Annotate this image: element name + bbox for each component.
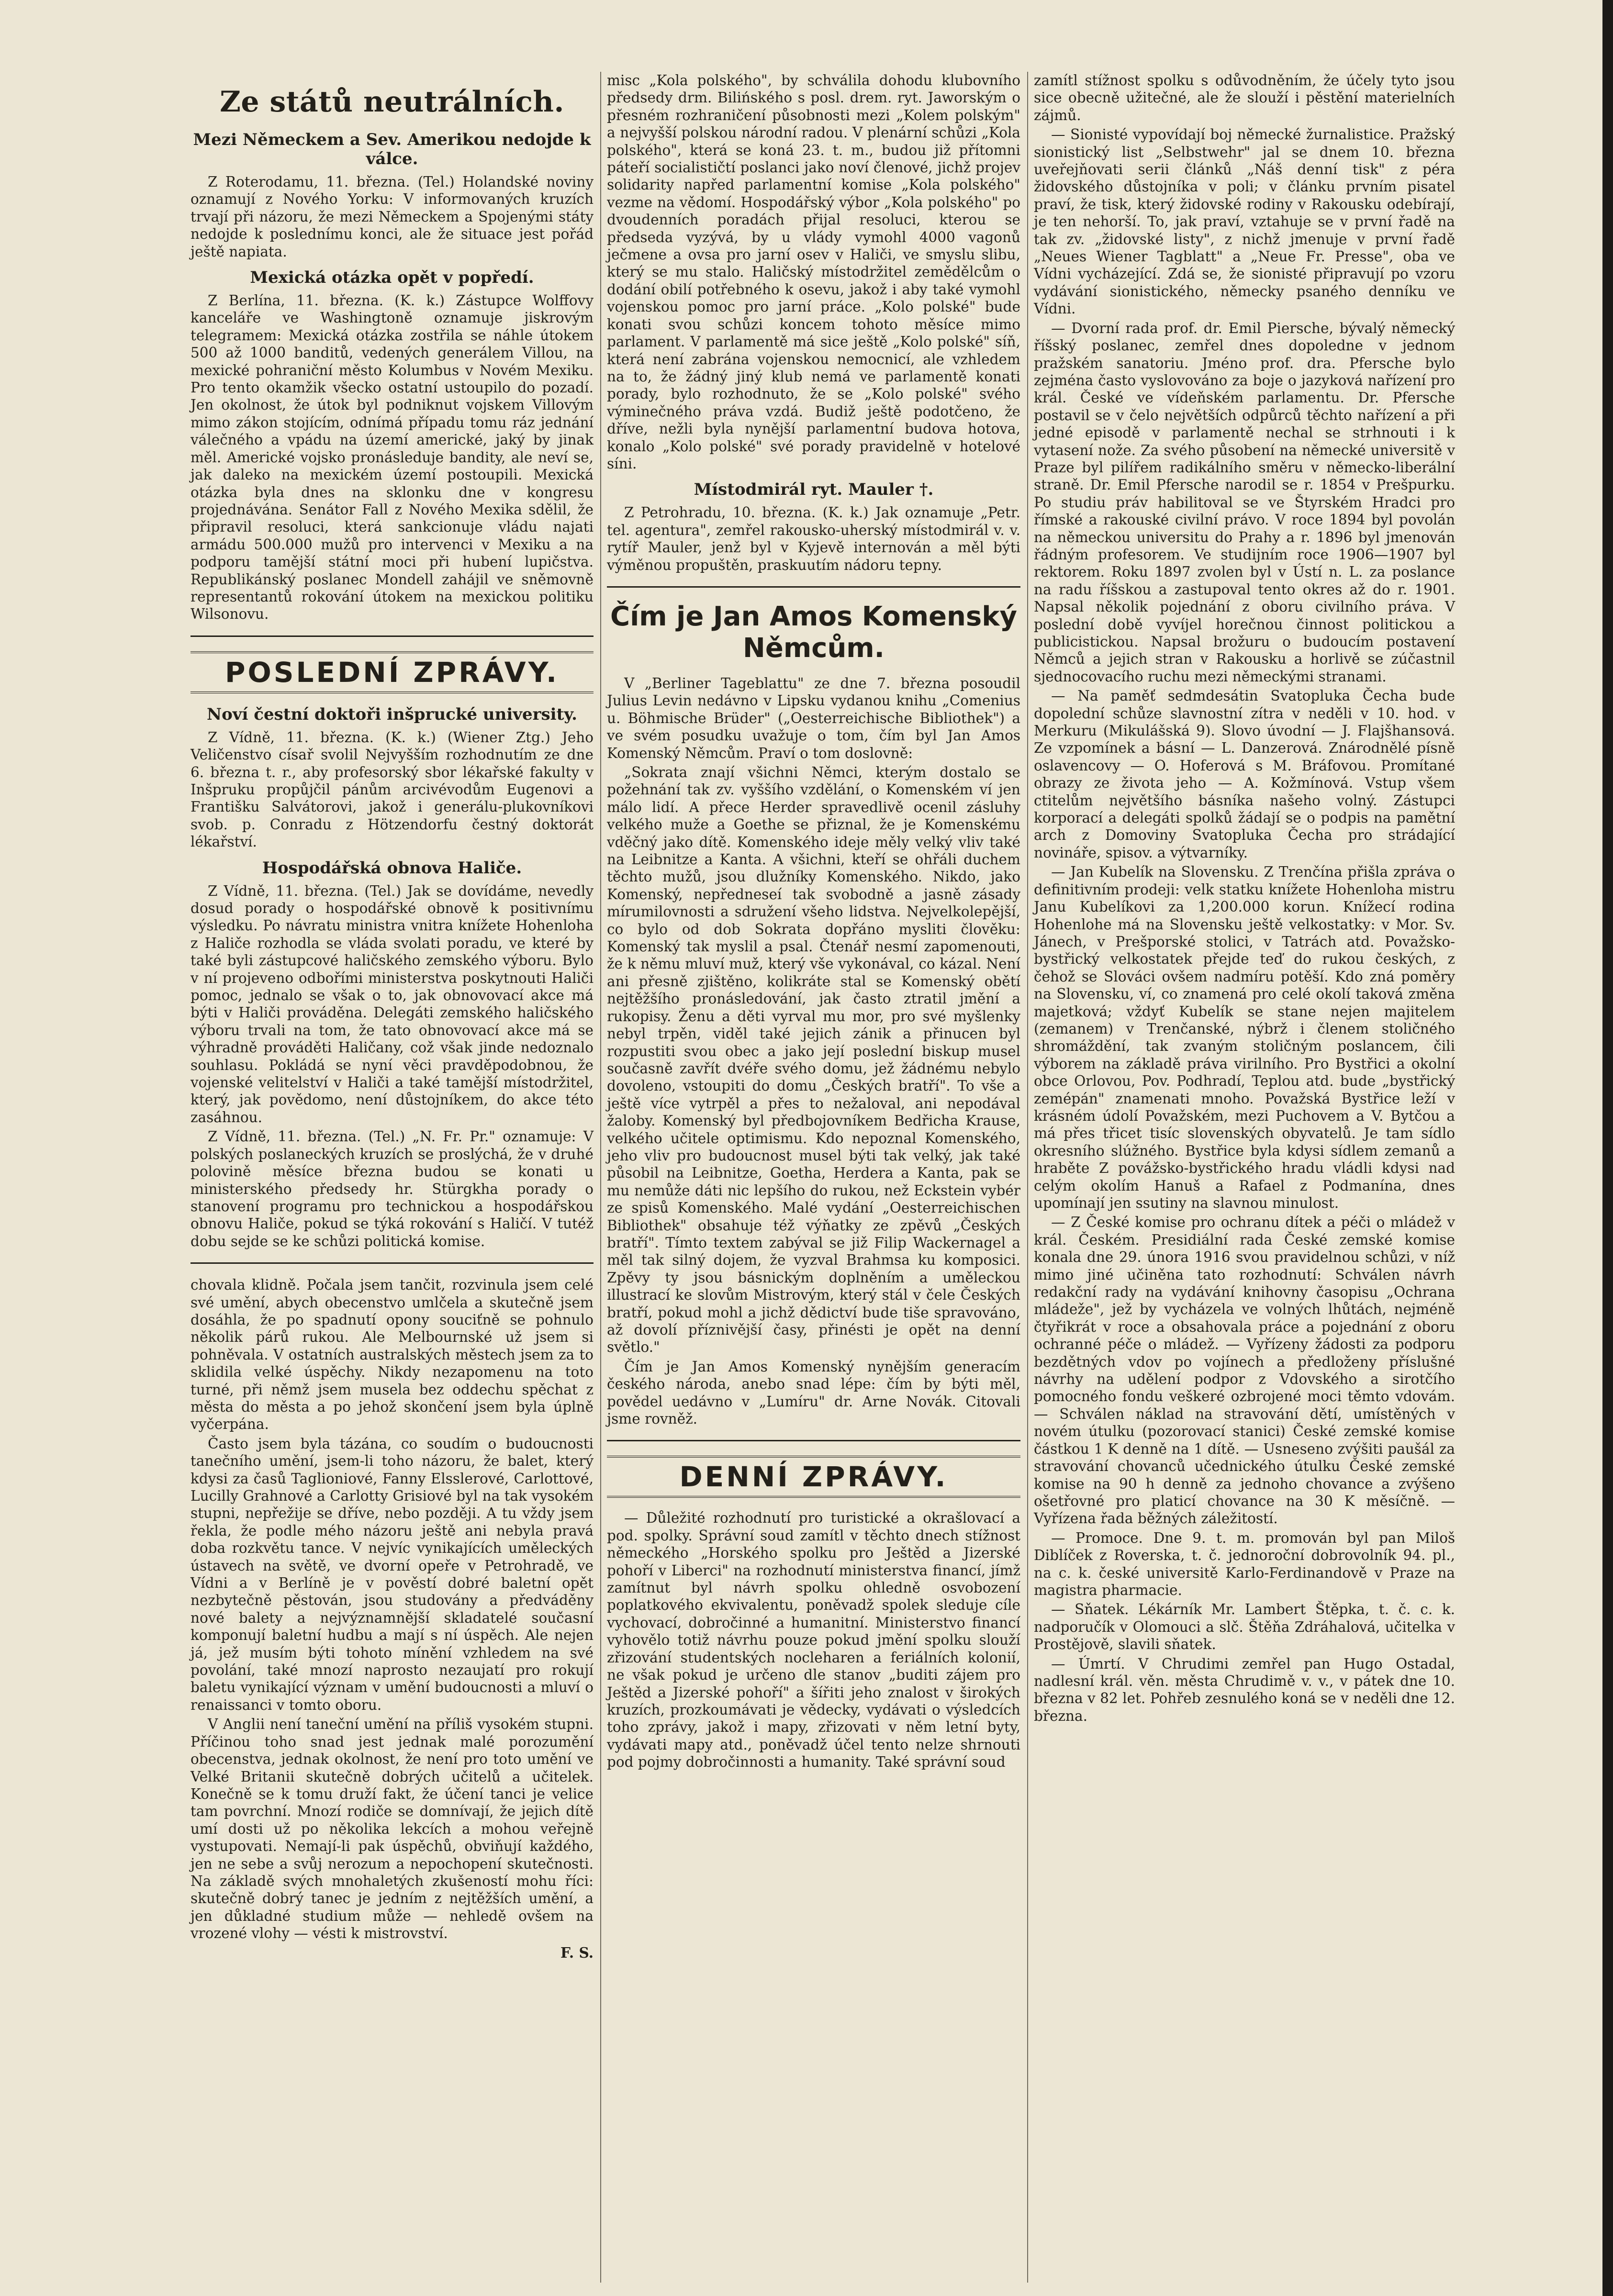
- page-edge-shadow: [1602, 0, 1613, 2296]
- section-divider: [190, 1262, 594, 1264]
- headline-neutral-states: Ze států neutrálních.: [220, 85, 564, 119]
- article-tourist-cont: zamítl stížnost spolku s odůvodněním, že účely tyto jsou sice obecně užitečné, ale že slouží i pěstění materielních zájmů.: [1034, 72, 1455, 123]
- section-divider: [607, 1440, 1020, 1441]
- section-divider: [190, 635, 594, 637]
- headline-galicia: Hospodářská obnova Haliče.: [262, 858, 522, 878]
- column-rule: [600, 72, 601, 2283]
- article-rotterdam: Z Roterodamu, 11. března. (Tel.) Holandské noviny oznamují z Nového Yorku: V informovaných kruzích trvají při názoru, že mezi Německem a Spojenými státy nedojde k poslednímu konci, ale že situace jest pořád ještě napiata.: [190, 174, 594, 260]
- column-3: [1034, 72, 1455, 1727]
- article-death: — Úmrtí. V Chrudimi zemřel pan Hugo Ostadal, nadlesní král. věn. města Chrudimě v. v., v pátek dne 10. března v 82 let. Pohřeb zesnulého koná se v neděli dne 12. března.: [1034, 1655, 1455, 1724]
- article-berlin: Z Berlína, 11. března. (K. k.) Zástupce Wolffovy kanceláře ve Washingtoně oznamuje jiskrovým telegramem: Mexická otázka zostřila se náhle útokem 500 až 1000 banditů, vedených generálem Villou, na mexické pohraniční město Kolumbus v Novém Mexiku. Pro tento okamžik všecko ostatní ustoupilo do pozadí. Jen okolnost, že útok byl podniknut vojskem Villovým mimo zákon stojícím, odnímá případu tomu ráz jednání válečného a vpádu na území americké, jaký by jinak měl. Americké vojsko pronásleduje bandity, ale neví se, jak daleko na mexickém území postoupili. Mexická otázka byla dnes na sklonku dne v kongresu projednávána. Senátor Fall z Nového Mexika sdělil, že připravil resoluci, která sankcionuje vládu najati armádu 500.000 mužů pro intervenci v Mexiku a na podporu tamější státní moci při hubení lupičstva. Republikánský poslanec Mondell zahájil ve sněmovně representantů rokování útokem na mexickou politiku Wilsonovu.: [190, 292, 594, 623]
- article-piersche: — Dvorní rada prof. dr. Emil Piersche, bývalý německý říšský poslanec, zemřel dnes dopoledne v jednom pražském sanatoriu. Jméno prof. dra. Pfersche bylo zejména často vyslovováno za boje o jazyková nařízení pro král. České ve vídeňském parlamentu. Dr. Pfersche postavil se v čelo největších odpůrců těchto nařízení a při jedné episodě v parlamentě nechal se strhnouti i k vytasení nože. Za svého působení na německé universitě v Praze byl pilířem radikálního směru v německo-liberální straně. Dr. Emil Pfersche narodil se r. 1854 v Prešpurku. Po studiu práv habilitoval se ve Štyrském Hradci pro římské a rakouské civilní právo. V roce 1894 byl povolán na německou universitu do Prahy a r. 1896 byl jmenován řádným profesorem. Ve studijním roce 1906—1907 byl rektorem. Roku 1897 zvolen byl v Ústí n. L. za poslance na radu říšskou a zastupoval tento okres až do r. 1901. Napsal několik pojednání z oboru civilního práva. V poslední době vyvíjel horečnou činnost politickou a publicistickou. Napsal brožuru o budoucím postavení Němců a jejich stran v Rakousku a horlivě se zúčastnil sjednocovacího ruchu mezi německými stranami.: [1034, 320, 1455, 685]
- article-signature: F. S.: [560, 1944, 594, 1961]
- article-vienna-polish: Z Vídně, 11. března. (Tel.) „N. Fr. Pr." oznamuje: V polských poslaneckých kruzích se proslýchá, že v druhé polovině měsíce března budou se konati u ministerského předsedy hr. Stürgkha porady o stanovení programu pro technickou a hospodářskou obnovu Haliče, pokud se týká rokování s Haličí. V tutéž dobu sejde se ke schůzi politická komise.: [190, 1128, 594, 1249]
- article-zionists: — Sionisté vypovídají boj německé žurnalistice. Pražský sionistický list „Selbstwehr" jal se dnem 10. března uveřejňovati serii článků „Náš denní tisk" z péra židovského důstojníka v poli; v článku prvním pisatel praví, že tisk, který židovské rodiny v Rakousku odebírají, je ten nehorší. To, jak praví, vztahuje se v první řadě na tak zv. „židovské listy", z nichž jmenuje v první řadě „Neues Wiener Tagblatt" a „Neue Fr. Presse", oba ve Vídni vycházející. Zdá se, že sionisté připravují po vzoru vydávání sionistického, německy psaného denníku ve Vídni.: [1034, 126, 1455, 317]
- article-kolo-polske: misc „Kola polského", by schválila dohodu klubovního předsedy drm. Bilińského s posl. drem. ryt. Jaworským o přesném rozhraničení působnosti mezi „Kolem polským" a nejvyšší polskou národní radou. V plenární schůzi „Kola polského", která se koná 23. t. m., budou již přítomni páteří socialističtí poslanci jako noví členové, jichž projev solidarity napřed parlamentní komise „Kola polského" vezme na vědomí. Hospodářský výbor „Kola polského" po dvoudenních poradách přijal resoluci, kterou se předseda vyzývá, by u vlády vymohl 4000 vagonů ječmene a ovsa pro jarní osev v Haliči, ve smyslu slibu, který se mu stalo. Haličský místodržitel zemědělcům o dodání obilí potřebného k osevu, jakož i aby také vymohl vojenskou pomoc pro jarní práce. „Kolo polské" bude konati svou schůzi koncem tohoto měsíce mimo parlament. V parlamentě má sice ještě „Kolo polské" síň, která není zabrána vojenskou nemocnicí, ale vzhledem na to, že žádný jiný klub nemá ve parlamentě konati porady, bylo rozhodnuto, že se „Kolo polské" svého výminečného práva vzdá. Budiž ještě podotčeno, že dříve, nežli byla nynější parlamentní budova hotova, konalo „Kolo polské" své porady pravidelně v hotelové síni.: [607, 72, 1020, 472]
- article-komensky-2: „Sokrata znají všichni Němci, kterým dostalo se požehnání tak zv. vyššího vzdělání, o Komenském ví jen málo lidí. A přece Herder spravedlivě ocenil zásluhy velkého muže a Goethe se přiznal, že je Komenskému vděčný jako dítě. Komenského ideje měly velký vliv také na Leibnitze a Kanta. A všichni, kteří se ohřáli duchem těchto mužů, jsou dlužníky Komenského. Nikdo, jako Komenský, nepředneseí tak svobodně a jasně zásady mírumilovnosti a sdružení všeho lidstva. Nejvelkolepější, co bylo od dob Sokrata dopřáno mysliti člověku: Komenský tak myslil a psal. Čtenář nesmí zapomenouti, že k němu mluví muž, který vše vykonával, co kázal. Není ani přesně zjištěno, kolikráte stal se Komenský obětí nejtěžšího pronásledování, jak často ztratil jmění a rukopisy. Ženu a děti vyrval mu mor, pro své myšlenky nebyl trpěn, viděl také jejich zánik a přinucen byl rozpustiti svou obec a jako její poslední biskup musel současně zavřít dvéře svého domu, jež žádnému nebylo dovoleno, vstoupiti do domu „Českých bratří". To vše a ještě více vytrpěl a přes to nežaloval, ani nepodával žaloby. Komenský byl předbojovníkem Bedřicha Krause, velkého učitele optimismu. Kdo nepoznal Komenského, jeho vliv pro budoucnost musel býti tak velký, jak také působil na Leibnitze, Goetha, Herdera a Kanta, pak se mu nemůže dáti nic lepšího do rukou, než Eckstein vybér ze spisů Komenského. Malé vydání „Oesterreichischen Bibliothek" obsahuje též výňatky ze zpěvů „Českých bratří". Tímto textem zabýval se již Filip Wackernagel a měl tak silný dojem, že vyzval Brahmsa ku komposici. Zpěvy ty jsou básnickým doplněním a uměleckou illustrací ke slovům Mistrovým, který stál v čele Českých bratří, pokud mohl a jichž dědictví bude tiše spravováno, až dovolí příznivější časy, přinésti je opět na denní světlo.": [607, 764, 1020, 1356]
- article-dance-1: chovala klidně. Počala jsem tančit, rozvinula jsem celé své umění, abych obecenstvo umlčela a skutečně jsem dosáhla, že po spadnutí opony souciťně se pohnulo několik párů rukou. Ale Melbournské už jsem si pohněvala. V ostatních australských městech jsem za to sklidila velké úspěchy. Nikdy nezapomenu na toto turné, při němž jsem musela bez oddechu spěchat z města do města a po jehož skončení jsem byla úplně vyčerpána.: [190, 1277, 594, 1433]
- article-komensky-3: Čím je Jan Amos Komenský nynějším generacím českého národa, anebo snad lépe: čím by býti měl, povědel uedávno v „Lumíru" dr. Arne Novák. Citovali jsme rovněž.: [607, 1358, 1020, 1427]
- headline-honorary-doctors: Noví čestní doktoři inšprucké university.: [207, 704, 577, 724]
- banner-last-news: POSLEDNÍ ZPRÁVY.: [190, 651, 594, 693]
- article-dance-3: V Anglii není taneční umění na příliš vysokém stupni. Příčinou toho snad jest jednak malé porozumění obecenstva, jednak okolnost, že není pro toto umění ve Velké Britanii skutečně dobrých učitelů a učitelek. Konečně se k tomu druží fakt, že účení tanci je velice tam povrchní. Mnozí rodiče se domnívají, že jejich dítě umí dosti už po několika lekcích a mohou veřejně vystupovati. Nemají-li pak úspěchů, obviňují každého, jen ne sebe a svůj nerozum a nepochopení skutečnosti. Na základě svých mnohaletých zkušeností mohu říci: skutečně dobrý tanec je jedním z nejtěžších umění, a jen důkladné studium může — nehledě ovšem na vrozené vlohy — vésti k mistrovství.: [190, 1716, 594, 1942]
- column-rule: [1027, 72, 1028, 2283]
- article-dance-2: Často jsem byla tázána, co soudím o budoucnosti tanečního umění, jsem-li toho názoru, že balet, který kdysi za časů Taglioniové, Fanny Elsslerové, Carlottové, Lucilly Grahnové a Carlotty Grisiové byl na tak vysokém stupni, nepřežije se dříve, nebo později. A tu vždy jsem řekla, že podle mého názoru ještě ani nebyla pravá doba rozkvětu tance. V nejvíc vynikajících uměleckých ústavech na světě, ve dvorní opeře v Petrohradě, ve Vídni a v Berlíně je v pověstí dobré baletní opět nezbytečně pěstován, jsou studovány a předváděny nové balety a nejvýznamnější skladatelé současní komponují baletní hudbu a mají s ní úspěch. Ale nejen já, jež musím býti tohoto mínění vzhledem na své povolání, také mnozí naprosto nezaujatí pro rokují baletu vynikající význam v umění budoucnosti a mluví o renaissanci v tomto oboru.: [190, 1435, 594, 1713]
- article-svatopluk-cech: — Na paměť sedmdesátin Svatopluka Čecha bude dopolední schůze slavnostní zítra v neděli v 10. hod. v Merkuru (Mikulášská 9). Slovo úvodní — J. Flajšhansová. Ze vzpomínek a básní — L. Danzerová. Znárodnělé písně oslavencovy — O. Hoferová s M. Bráfovou. Promítané obrazy ze života jeho — A. Kožmínová. Vstup všem ctitelům největšího básníka našeho volný. Zástupci korporací a delegáti spolků žádají se o podpis na pamětní arch z Domoviny Svatopluka Čecha pro strádající novináře, spisov. a výtvarníky.: [1034, 688, 1455, 861]
- column-2: [607, 72, 1020, 1773]
- article-kubelik: — Jan Kubelík na Slovensku. Z Trenčína přišla zpráva o definitivním prodeji: velk statku knížete Hohenloha mistru Janu Kubelíkovi za 1,200.000 korun. Knížecí rodina Hohenlohe má na Slovensku ještě velkostatky: v Mor. Sv. Jánech, v Prešporské stolici, v Tatrách atd. Považsko-bystřický velkostatek přejde teď do rukou českých, z čehož se Slováci ovšem nadmíru potěší. Kdo zná poměry na Slovensku, ví, co znamená pro celé okolí taková změna majetková; vždyť Kubelík se stane nejen majitelem (zemanem) v Trenčanské, nýbrž i členem stoličného shromáždění, tak zvaným stoličným poslancem, čili výborem na základě práva virilního. Pro Bystřici a okolní obce Orlovou, Pov. Podhradí, Teplou atd. bude „bystřický zemépán" znamenati mnoho. Považská Bystřice leží v krásném údolí Považském, mezi Puchovem a V. Bytčou a má přes třicet tisíc slovenských obyvatelů. Je tam sídlo okresního slúžného. Bystřice byla kdysi sídlem zemanů a hraběte Z povážsko-bystřického hradu vládli kdysi nad celým okolím Hanuš a Rafael z Podmanína, dnes upomínají jen ssutiny na slavnou minulost.: [1034, 864, 1455, 1211]
- article-komensky-1: V „Berliner Tageblattu" ze dne 7. března posoudil Julius Levin nedávno v Lipsku vydanou knihu „Comenius u. Böhmische Brüder" („Oesterreichische Bibliothek") a ve svém posudku uvažuje o tom, čím byl Jan Amos Komenský Němcům. Praví o tom doslovně:: [607, 675, 1020, 761]
- headline-mauler: Místodmirál ryt. Mauler †.: [694, 480, 934, 500]
- subheadline-no-war: Mezi Německem a Sev. Amerikou nedojde k válce.: [193, 130, 591, 168]
- article-vienna-doctors: Z Vídně, 11. března. (K. k.) (Wiener Ztg.) Jeho Veličenstvo císař svolil Nejvyšším rozhodnutím ze dne 6. března t. r., aby profesorský sbor lékařské fakulty v Inšpruku propůjčil pánům arcivévodům Eugenovi a Františku Salvátorovi, jakož i generálu-plukovníkovi svob. p. Conradu z Hötzendorfu čestný doktorát lékařství.: [190, 729, 594, 850]
- article-wedding: — Sňatek. Lékárník Mr. Lambert Štěpka, t. č. c. k. nadporučík v Olomouci a slč. Štěňa Zdráhalová, učitelka v Prostějově, slavili sňatek.: [1034, 1601, 1455, 1653]
- headline-komensky: Čím je Jan Amos Komenský Němcům.: [610, 601, 1017, 664]
- article-child-protection: — Z České komise pro ochranu dítek a péči o mládež v král. Českém. Presidiální rada České zemské komise konala dne 29. února 1916 svou pravidelnou schůzi, v níž mimo jiné učiněna tato rozhodnutí: Schválen návrh redakční rady na vydávání knihovny časopisu „Ochrana mládeže", jež by vycházela ve volných lhůtách, nejméně čtyřikrát v roce a obsahovala práce a pojednání z oboru ochranné péče o mládež. — Vyřízeny žádosti za podporu bezdětných vdov po vojínech a předloženy příslušné návrhy na udělení podpor z Vdovského a sirotčího pomocného fondu veškeré ozbrojené moci těmto vdovám. — Schválen náklad na stravování dětí, umístěných v novém útulku (pozorovací stanici) České zemské komise částkou 1 K denně na 1 dítě. — Usneseno zvýšiti paušál za stravování chovanců učednického útulku České zemské komise na 90 h denně za jednoho chovance a zvýšeno ošetřovné pro platicí chovance na 30 K měsíčně. — Vyřízena řada běžných záležitostí.: [1034, 1214, 1455, 1527]
- article-vienna-galicia: Z Vídně, 11. března. (Tel.) Jak se dovídáme, nevedly dosud porady o hospodářské obnově k positivnímu výsledku. Po návratu ministra vnitra knížete Hohenloha z Haliče rozhodla se vláda svolati poradu, ve které by také byli zástupcové haličského zemského výboru. Bylo v ní projeveno odbořími ministerstva poskytnouti Haliči pomoc, jednalo se však o to, jak obnovovací akce má býti v Haliči prováděna. Delegáti zemského haličského výboru trvali na tom, že tato obnovovací akce má se výhradně prováděti Haličany, což však jinde nedoznalo souhlasu. Pokládá se nyní věci pravděpodobnou, že vojenské velitelství v Haliči a také tamější místodržitel, který, jak povědomo, není důstojníkem, do akce této zasáhnou.: [190, 882, 594, 1126]
- column-1: [190, 72, 594, 1962]
- banner-daily-news: DENNÍ ZPRÁVY.: [607, 1456, 1020, 1498]
- article-mauler: Z Petrohradu, 10. března. (K. k.) Jak oznamuje „Petr. tel. agentura", zemřel rakousko-uherský místodmirál v. v. rytíř Mauler, jenž byl v Kyjevě internován a měl býti výměnou propuštěn, praskuutím nádoru tepny.: [607, 504, 1020, 573]
- section-divider: [607, 586, 1020, 588]
- article-tourist-clubs: — Důležité rozhodnutí pro turistické a okrašlovací a pod. spolky. Správní soud zamítl v těchto dnech stížnost německého „Horského spolku pro Ještěd a Jizerské pohoří v Liberci" na rozhodnutí ministerstva financí, jímž zamítnut byl návrh spolku ohledně osvobození poplatkového ekvivalentu, poněvadž spolek sleduje cíle vychovací, dobročinné a humanitní. Ministerstvo financí vyhovělo totiž návrhu pouze pokud jmění spolku slouží zřizování studentských nocleharen a feriálních kolonií, ne však pokud je určeno dle stanov „buditi zájem pro Ještěd a Jizerské pohoří" a šířiti jeho znalost v širokých kruzích, prozkoumávati je vědecky, vydávati o výsledcích toho zprávy, jakož i mapy, zřizovati v něm letní byty, vydávati mapy atd., poněvadž účel tento nelze shrnouti pod pojmy dobročinnosti a humanity. Také správní soud: [607, 1510, 1020, 1771]
- article-promotion: — Promoce. Dne 9. t. m. promován byl pan Miloš Diblíček z Roverska, t. č. jednoroční dobrovolník 94. pl., na c. k. české universitě Karlo-Ferdinandově v Praze na magistra pharmacie.: [1034, 1529, 1455, 1598]
- headline-mexico: Mexická otázka opět v popředí.: [250, 268, 534, 288]
